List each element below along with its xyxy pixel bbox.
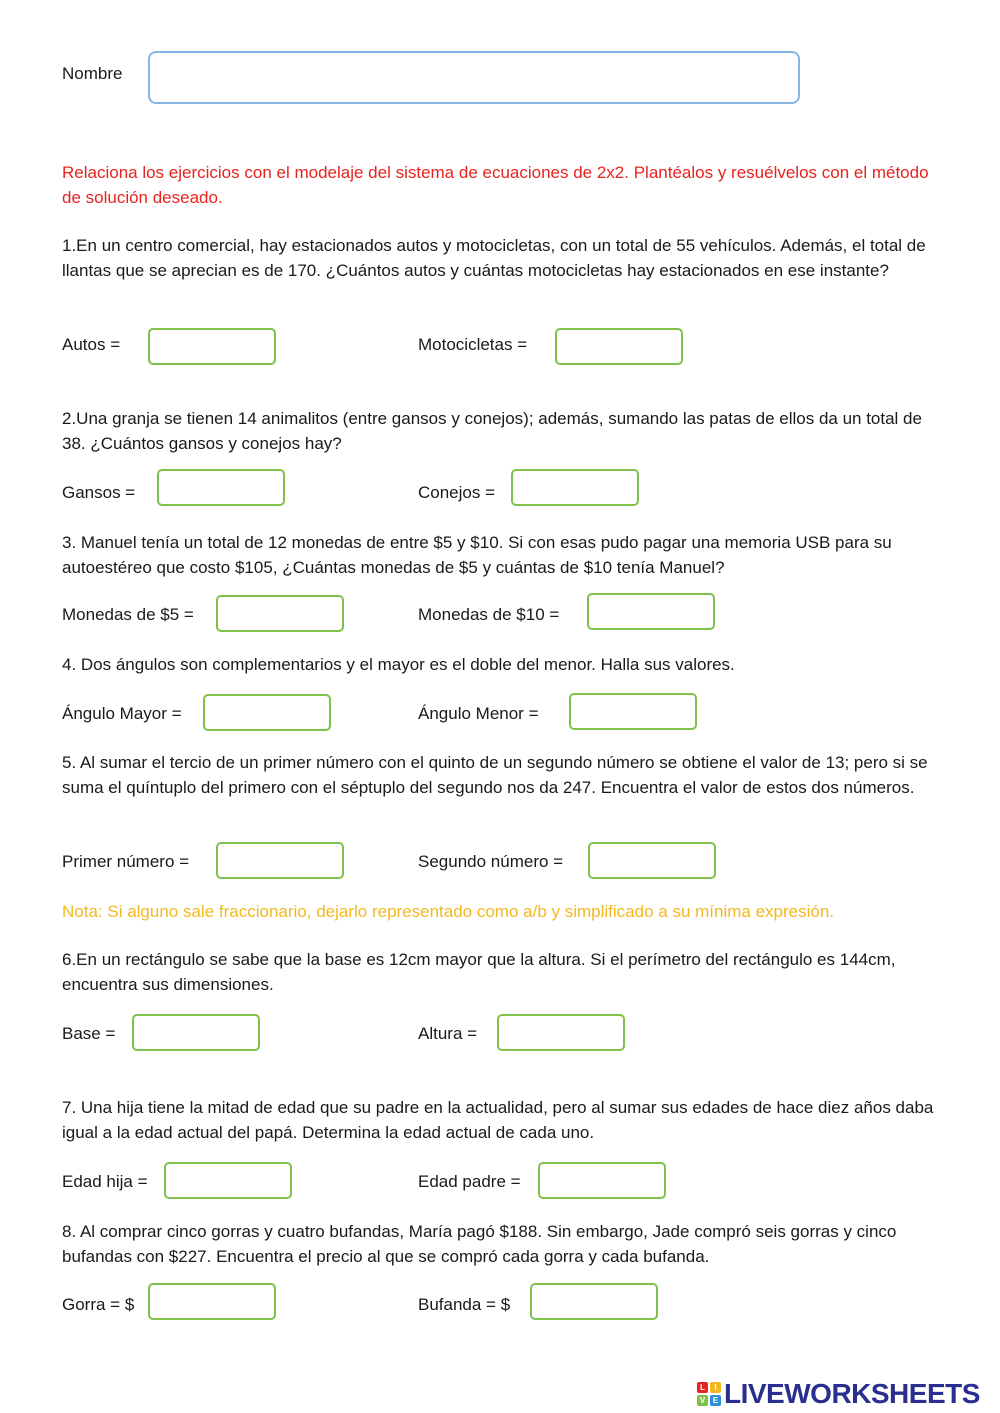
segundo-numero-input[interactable] bbox=[588, 842, 716, 879]
answer-label-angulo-mayor: Ángulo Mayor = bbox=[62, 704, 182, 723]
liveworksheets-logo bbox=[697, 1380, 980, 1408]
monedas-10-input[interactable] bbox=[587, 593, 715, 630]
answer-label-base: Base = bbox=[62, 1024, 116, 1043]
exercise-4-text: 4. Dos ángulos son complementarios y el mayor es el doble del menor. Halla sus valores. bbox=[62, 655, 735, 674]
conejos-input[interactable] bbox=[511, 469, 639, 506]
exercise-3-text: 3. Manuel tenía un total de 12 monedas de entre $5 y $10. Si con esas pudo pagar una memoria USB para su autoestéreo que costo $105, ¿Cuántas monedas de $5 y cuántas de $10 tenía Manuel? bbox=[62, 533, 892, 577]
answer-label-altura: Altura = bbox=[418, 1024, 478, 1043]
bufanda-input[interactable] bbox=[530, 1283, 658, 1320]
instructions: Relaciona los ejercicios con el modelaje del sistema de ecuaciones de 2x2. Plantéalos y resuélvelos con el método de solución deseado. bbox=[62, 163, 929, 207]
logo-mark-icon bbox=[697, 1382, 721, 1406]
angulo-menor-input[interactable] bbox=[569, 693, 697, 730]
answer-label-gorra: Gorra = $ bbox=[62, 1295, 135, 1314]
exercise-2-text: 2.Una granja se tienen 14 animalitos (entre gansos y conejos); además, sumando las patas de ellos da un total de 38. ¿Cuántos gansos y conejos hay? bbox=[62, 409, 922, 453]
autos-input[interactable] bbox=[148, 328, 276, 365]
answer-label-bufanda: Bufanda = $ bbox=[418, 1295, 511, 1314]
note: Nota: Si alguno sale fraccionario, dejarlo representado como a/b y simplificado a su mínima expresión. bbox=[62, 902, 835, 921]
primer-numero-input[interactable] bbox=[216, 842, 344, 879]
answer-label-conejos: Conejos = bbox=[418, 483, 496, 502]
answer-label-angulo-menor: Ángulo Menor = bbox=[418, 704, 539, 723]
edad-padre-input[interactable] bbox=[538, 1162, 666, 1199]
base-input[interactable] bbox=[132, 1014, 260, 1051]
gansos-input[interactable] bbox=[157, 469, 285, 506]
logo-mark-l: L bbox=[697, 1382, 708, 1393]
gorra-input[interactable] bbox=[148, 1283, 276, 1320]
exercise-7-text: 7. Una hija tiene la mitad de edad que su padre en la actualidad, pero al sumar sus edades de hace diez años daba igual a la edad actual del papá. Determina la edad actual de cada uno. bbox=[62, 1098, 934, 1142]
logo-mark-e: E bbox=[710, 1395, 721, 1406]
logo-mark-v: V bbox=[697, 1395, 708, 1406]
answer-label-gansos: Gansos = bbox=[62, 483, 136, 502]
answer-label-monedas-5: Monedas de $5 = bbox=[62, 605, 194, 624]
answer-label-motocicletas: Motocicletas = bbox=[418, 335, 528, 354]
logo-text: LIVEWORKSHEETS bbox=[724, 1378, 980, 1409]
motocicletas-input[interactable] bbox=[555, 328, 683, 365]
answer-label-primer-numero: Primer número = bbox=[62, 852, 190, 871]
edad-hija-input[interactable] bbox=[164, 1162, 292, 1199]
answer-label-edad-padre: Edad padre = bbox=[418, 1172, 521, 1191]
angulo-mayor-input[interactable] bbox=[203, 694, 331, 731]
monedas-5-input[interactable] bbox=[216, 595, 344, 632]
exercise-6-text: 6.En un rectángulo se sabe que la base es 12cm mayor que la altura. Si el perímetro del rectángulo es 144cm, encuentra sus dimensiones. bbox=[62, 950, 896, 994]
logo-mark-i: I bbox=[710, 1382, 721, 1393]
answer-label-monedas-10: Monedas de $10 = bbox=[418, 605, 560, 624]
answer-label-segundo-numero: Segundo número = bbox=[418, 852, 564, 871]
answer-label-edad-hija: Edad hija = bbox=[62, 1172, 148, 1191]
answer-label-autos: Autos = bbox=[62, 335, 121, 354]
exercise-1-text: 1.En un centro comercial, hay estacionados autos y motocicletas, con un total de 55 vehículos. Además, el total de llantas que se aprecian es de 170. ¿Cuántos autos y cuántas motocicletas hay estacionados en ese instante? bbox=[62, 236, 926, 280]
name-input[interactable] bbox=[148, 51, 800, 104]
altura-input[interactable] bbox=[497, 1014, 625, 1051]
name-label: Nombre bbox=[62, 64, 123, 83]
exercise-5-text: 5. Al sumar el tercio de un primer número con el quinto de un segundo número se obtiene el valor de 13; pero si se suma el quíntuplo del primero con el séptuplo del segundo nos da 247. Encuentra el valor de estos dos números. bbox=[62, 753, 928, 797]
exercise-8-text: 8. Al comprar cinco gorras y cuatro bufandas, María pagó $188. Sin embargo, Jade compró seis gorras y cinco bufandas con $227. Encuentra el precio al que se compró cada gorra y cada bufanda. bbox=[62, 1222, 897, 1266]
